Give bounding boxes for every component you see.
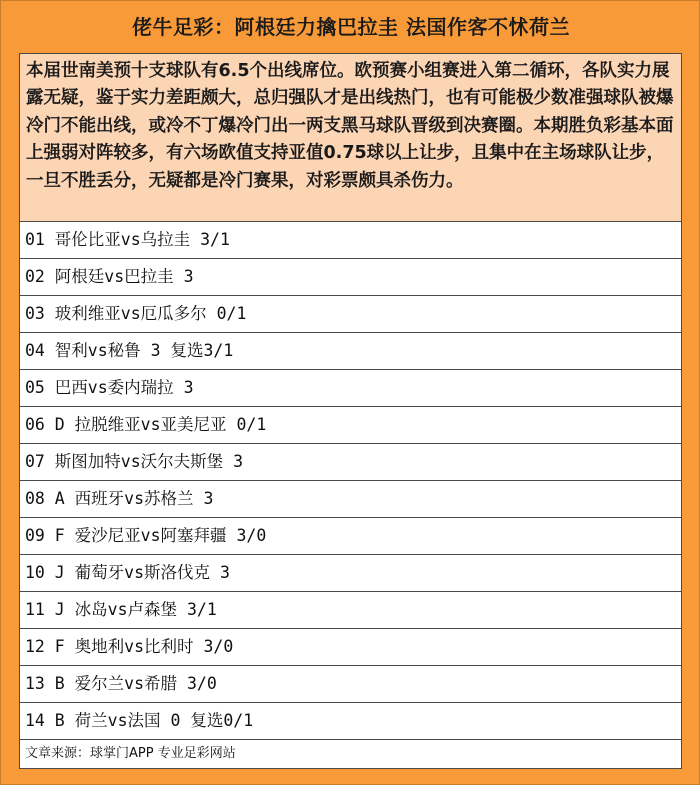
match-row-10: 10 J 葡萄牙vs斯洛伐克 3 xyxy=(20,555,681,592)
match-row-05: 05 巴西vs委内瑞拉 3 xyxy=(20,370,681,407)
match-row-11: 11 J 冰岛vs卢森堡 3/1 xyxy=(20,592,681,629)
match-row-14: 14 B 荷兰vs法国 0 复选0/1 xyxy=(20,703,681,740)
match-row-08: 08 A 西班牙vs苏格兰 3 xyxy=(20,481,681,518)
match-row-07: 07 斯图加特vs沃尔夫斯堡 3 xyxy=(20,444,681,481)
match-row-01: 01 哥伦比亚vs乌拉圭 3/1 xyxy=(20,222,681,259)
match-row-09: 09 F 爱沙尼亚vs阿塞拜疆 3/0 xyxy=(20,518,681,555)
article-title: 佬牛足彩：阿根廷力擒巴拉圭 法国作客不怵荷兰 xyxy=(132,15,570,39)
match-row-06: 06 D 拉脱维亚vs亚美尼亚 0/1 xyxy=(20,407,681,444)
source-line: 文章来源：球掌门APP 专业足彩网站 xyxy=(25,746,236,761)
match-row-02: 02 阿根廷vs巴拉圭 3 xyxy=(20,259,681,296)
intro-paragraph: 本届世南美预十支球队有6.5个出线席位。欧预赛小组赛进入第二循环，各队实力展露无疑，鉴于实力差距颇大，总归强队才是出线热门，也有可能极少数准强球队被爆冷门不能出线，或冷不丁爆冷门出一两支黑马球队晋级到决赛圈。本期胜负彩基本面上强弱对阵较多，有六场欧值支持亚值0.75球以上让步，且集中在主场球队让步，一旦不胜丢分，无疑都是冷门赛果，对彩票颇具杀伤力。 xyxy=(20,54,681,222)
content-table xyxy=(19,53,682,769)
match-row-03: 03 玻利维亚vs厄瓜多尔 0/1 xyxy=(20,296,681,333)
match-row-04: 04 智利vs秘鲁 3 复选3/1 xyxy=(20,333,681,370)
match-row-13: 13 B 爱尔兰vs希腊 3/0 xyxy=(20,666,681,703)
match-row-12: 12 F 奥地利vs比利时 3/0 xyxy=(20,629,681,666)
